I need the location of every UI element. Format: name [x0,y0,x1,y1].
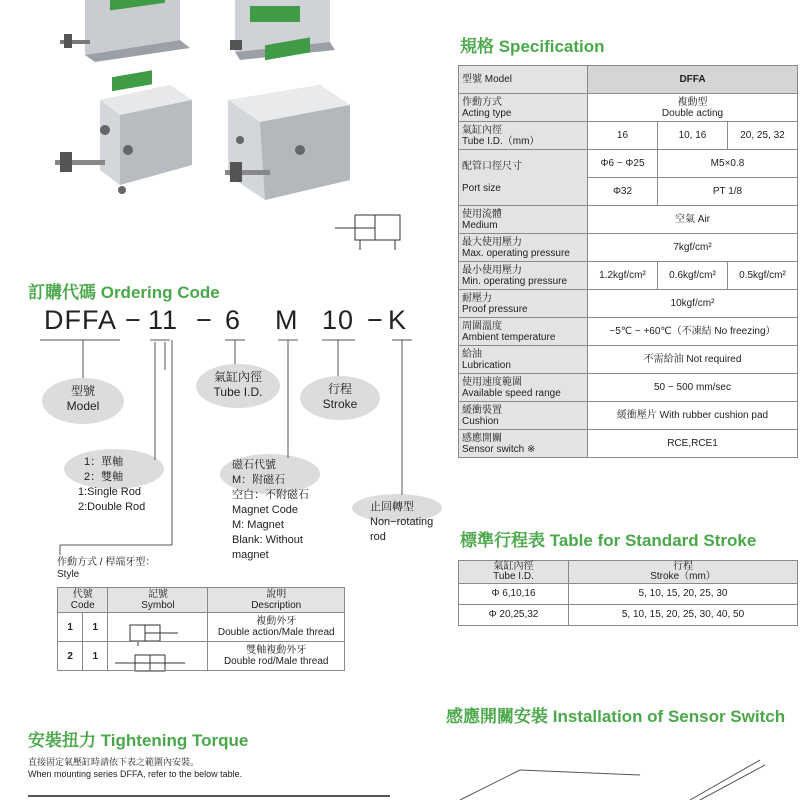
bubble-tube: 氣缸內徑 Tube I.D. [196,364,280,408]
spec-label: 耐壓力 Proof pressure [459,290,588,318]
spec-value: M5×0.8 [657,150,797,178]
spec-value: DFFA [588,66,798,94]
stroke-table [458,560,798,626]
stroke-values: 5, 10, 15, 20, 25, 30, 40, 50 [569,605,798,626]
spec-label: 氣缸內徑 Tube I.D.（mm） [459,122,588,150]
code-dash: − [196,305,213,335]
ordering-title: 訂購代碼 Ordering Code [28,283,220,302]
table-row [459,584,798,605]
style-symbol-cell [108,613,208,642]
style-symbol-cell [108,642,208,671]
style-table [57,587,345,671]
code-tube: 6 [225,305,242,335]
style-header-code: 代號 Code [58,588,108,613]
code-dash: − [125,305,142,335]
style-description: 雙軸複動外牙 Double rod/Male thread [208,642,345,671]
cylinder-photo-1 [60,0,190,62]
spec-label: 使用流體 Medium [459,206,588,234]
spec-label: 最大使用壓力 Max. operating pressure [459,234,588,262]
stroke-title: 標準行程表 Table for Standard Stroke [460,531,757,550]
spec-label: 使用速度範圍 Available speed range [459,374,588,402]
rod-options: 1：單軸 2：雙軸 1:Single Rod 2:Double Rod [78,455,145,515]
stroke-values: 5, 10, 15, 20, 25, 30 [569,584,798,605]
cylinder-photo-4 [225,37,350,200]
spec-value: PT 1/8 [657,178,797,206]
spec-value: 10kgf/cm² [588,290,798,318]
non-rotating-option: 止回轉型 Non−rotating rod [370,500,433,545]
spec-value: 16 [588,122,658,150]
code-style: 11 [148,305,179,335]
sensor-install-illustration [460,760,765,800]
spec-value: 20, 25, 32 [727,122,797,150]
spec-value: 50 ~ 500 mm/sec [588,374,798,402]
magnet-options: 磁石代號 M：附磁石 空白：不附磁石 Magnet Code M: Magnet Blank: Without magnet [232,458,309,563]
code-stroke: 10 [322,305,355,335]
sensor-title: 感應開關安裝 Installation of Sensor Switch [446,707,786,726]
spec-value: 空氣 Air [588,206,798,234]
spec-label: 給油 Lubrication [459,346,588,374]
bubble-stroke: 行程 Stroke [300,376,380,420]
style-description: 複動外牙 Double action/Male thread [208,613,345,642]
style-header-description: 說明 Description [208,588,345,613]
code-model: DFFA [44,305,118,335]
spec-label: 作動方式 Acting type [459,94,588,122]
spec-value: RCE,RCE1 [588,430,798,458]
spec-label: 感應開關 Sensor switch ※ [459,430,588,458]
style-code: 1 [83,642,108,671]
table-row [58,642,345,671]
spec-label: 最小使用壓力 Min. operating pressure [459,262,588,290]
style-code: 1 [58,613,83,642]
spec-value: 0.6kgf/cm² [657,262,727,290]
style-label: 作動方式 / 桿端牙型： Style [57,557,156,580]
spec-label: 緩衝裝置 Cushion [459,402,588,430]
stroke-header-tube: 氣缸內徑 Tube I.D. [459,561,569,584]
spec-value: 7kgf/cm² [588,234,798,262]
code-magnet: M [275,305,299,335]
spec-sub-label: Φ32 [588,178,658,206]
style-header-symbol: 記號 Symbol [108,588,208,613]
torque-note: 直接固定氣壓缸時請依下表之範圍內安裝。 When mounting series DFFA, refer to the below table. [28,757,243,779]
spec-value: 0.5kgf/cm² [727,262,797,290]
stroke-header-stroke: 行程 Stroke（mm） [569,561,798,584]
spec-value: 複動型 Double acting [588,94,798,122]
cylinder-photo-3 [55,70,192,194]
style-code: 2 [58,642,83,671]
table-row [459,605,798,626]
code-dash: − [367,305,384,335]
spec-label: 型號 Model [459,66,588,94]
spec-value: −5℃ ~ +60℃（不凍結 No freezing） [588,318,798,346]
stroke-tube: Φ 20,25,32 [459,605,569,626]
spec-title: 規格 Specification [460,37,605,56]
cylinder-symbol-icon [335,215,400,250]
spec-value: 緩衝壓片 With rubber cushion pad [588,402,798,430]
style-code: 1 [83,613,108,642]
spec-value: 不需給油 Not required [588,346,798,374]
spec-table [458,65,798,458]
spec-label: 配管口徑尺寸 Port size [459,150,588,206]
spec-value: 10, 16 [657,122,727,150]
torque-table [28,795,390,803]
bubble-model: 型號 Model [42,378,124,424]
spec-label: 周圍溫度 Ambient temperature [459,318,588,346]
stroke-tube: Φ 6,10,16 [459,584,569,605]
code-suffix: K [388,305,408,335]
spec-value: 1.2kgf/cm² [588,262,658,290]
table-row [58,613,345,642]
spec-sub-label: Φ6 ~ Φ25 [588,150,658,178]
torque-title: 安裝扭力 Tightening Torque [28,731,249,750]
